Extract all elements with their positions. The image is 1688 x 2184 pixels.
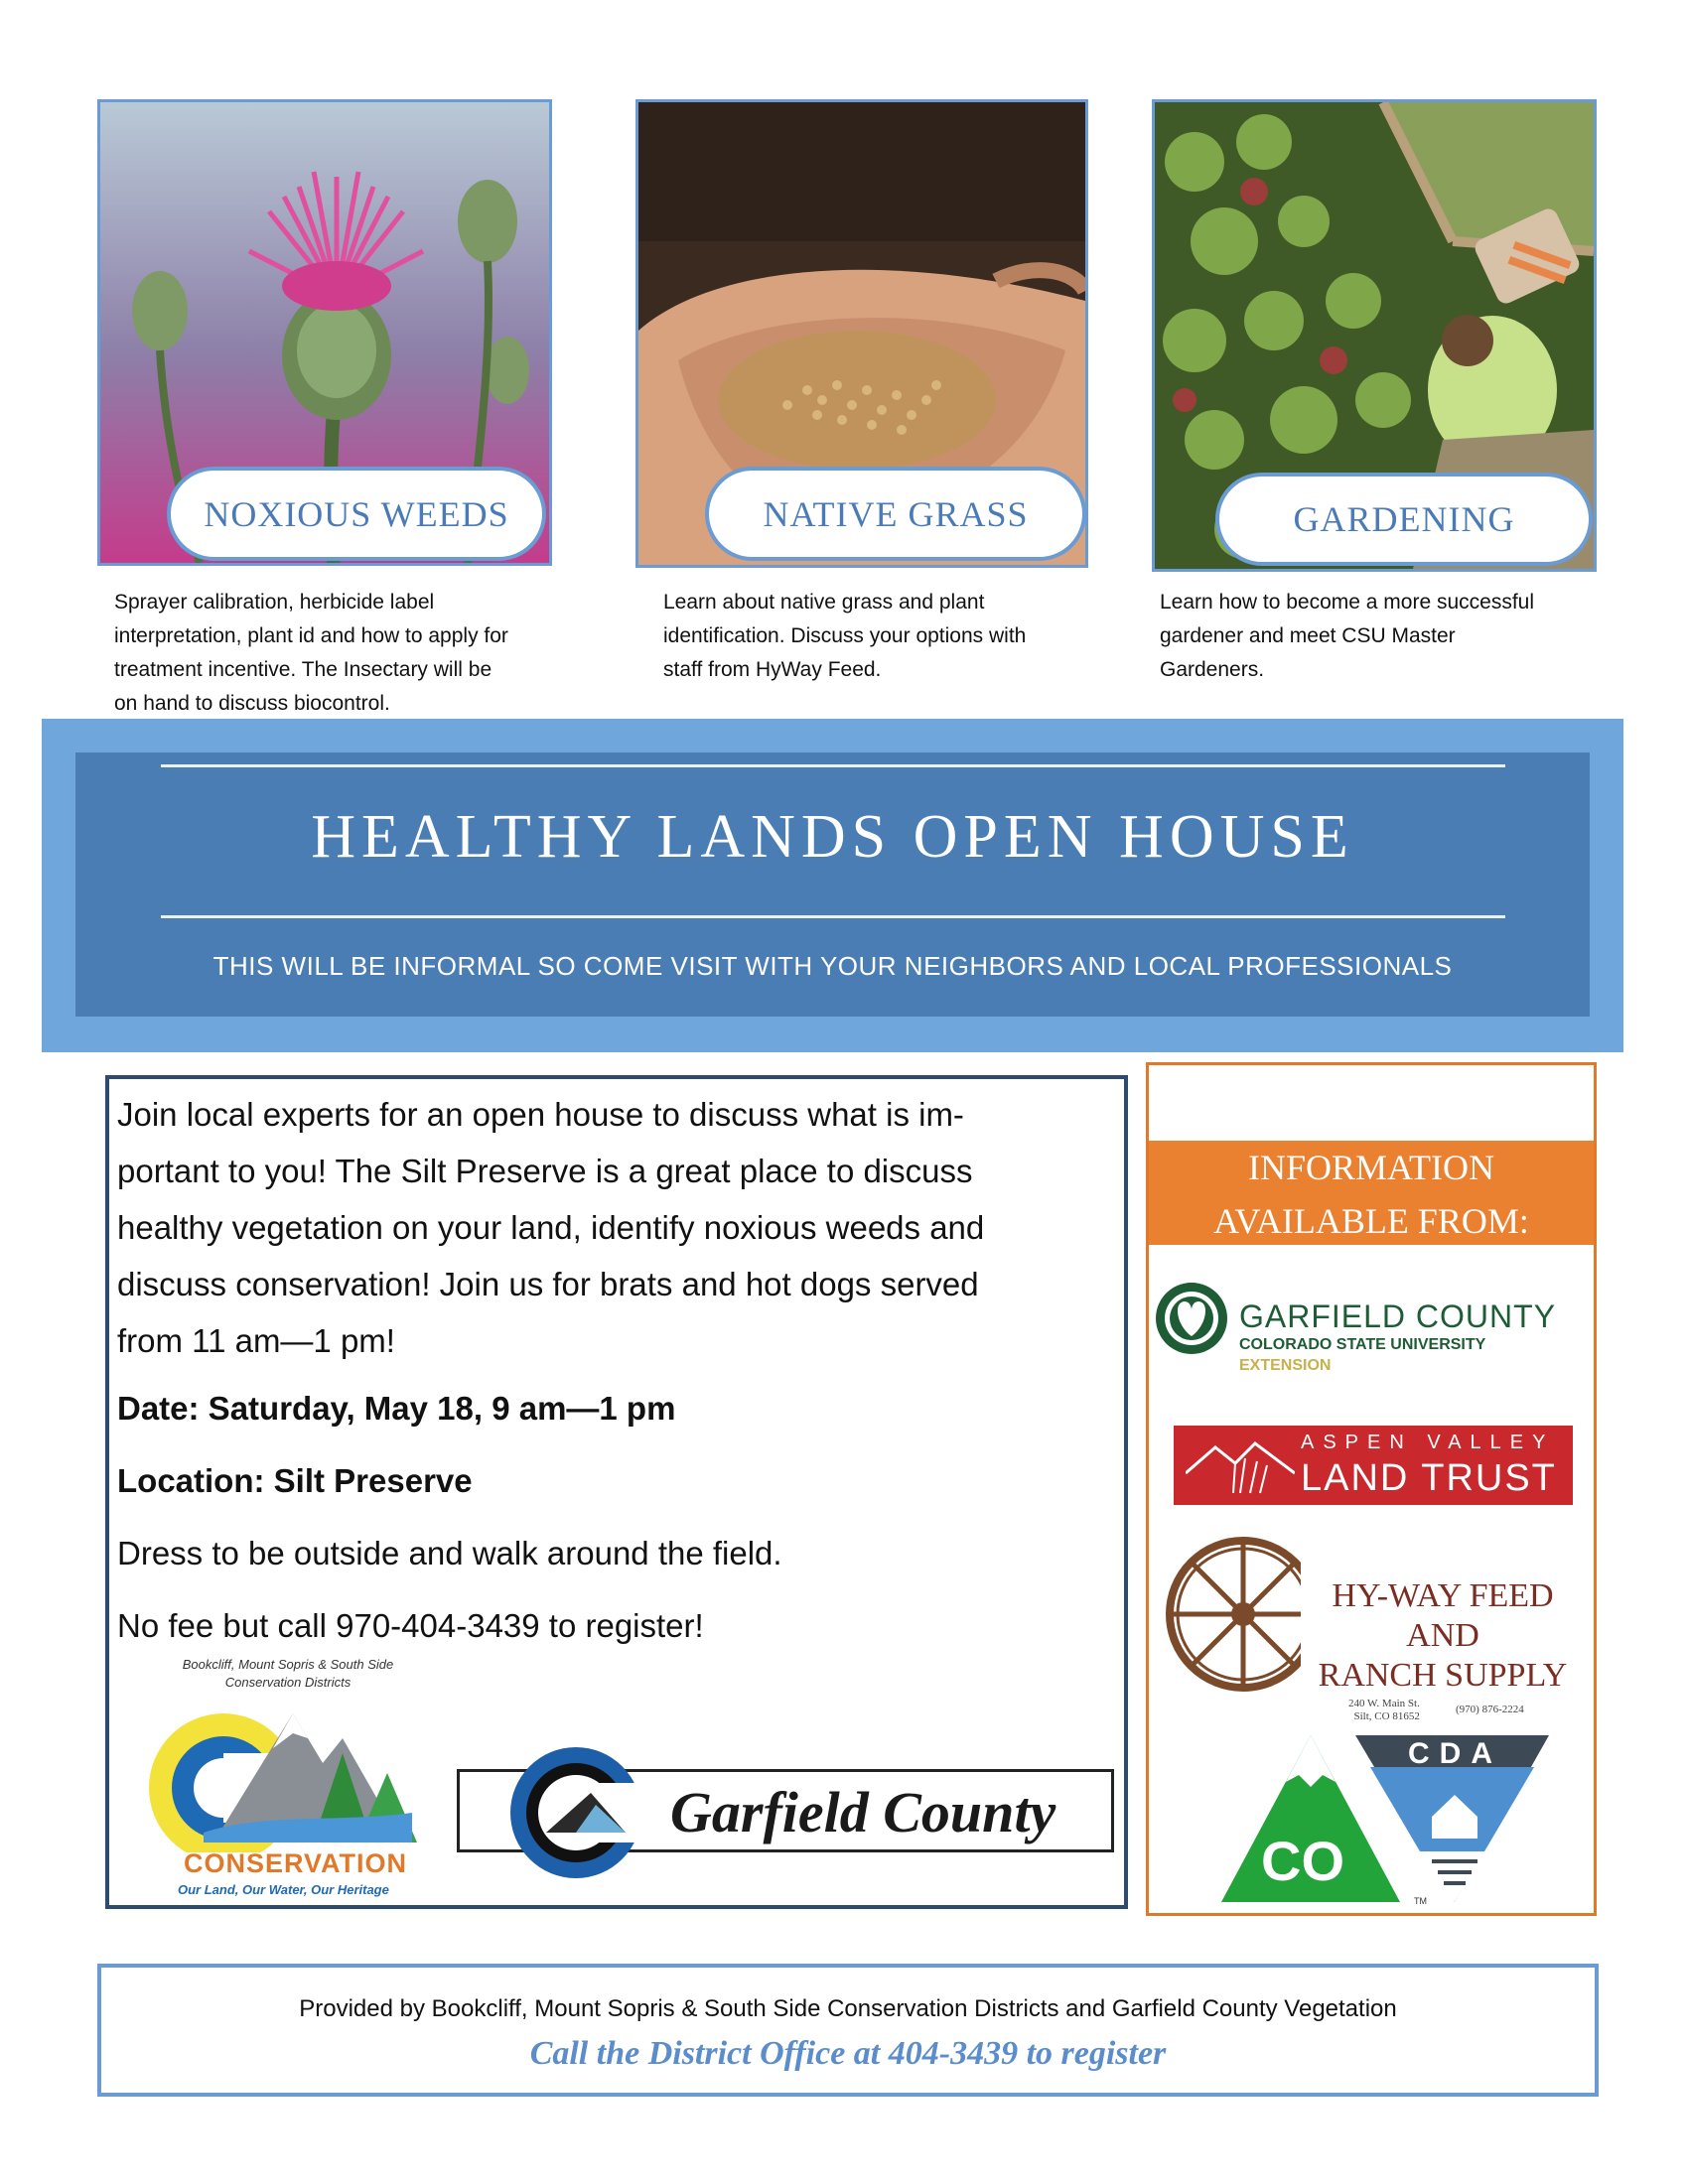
csu-ram-icon xyxy=(1154,1281,1229,1356)
avlt-mountain-icon xyxy=(1186,1433,1295,1497)
hy-way-phone: (970) 876-2224 xyxy=(1456,1704,1524,1715)
noxious-weeds-description: Sprayer calibration, herbicide label interpretation, plant id and how to apply for treatment incentive. The Insectary will be on hand to discuss biocontrol. xyxy=(114,591,508,715)
event-description: Join local experts for an open house to discuss what is im- portant to you! The Silt Preserve is a great place to discuss healthy vegetation on your land, identify noxious weeds and discuss conservation! Join us for brats and hot dogs served from 11 am—1 pm! xyxy=(117,1096,985,1359)
colorado-co-text: CO xyxy=(1261,1830,1344,1892)
garfield-county-c-icon xyxy=(506,1743,655,1882)
trademark-mark: TM xyxy=(1414,1896,1427,1906)
hy-way-name-line1: HY-WAY FEED AND xyxy=(1332,1577,1554,1654)
event-location: Location: Silt Preserve xyxy=(117,1462,473,1499)
wagon-wheel-icon xyxy=(1164,1535,1301,1694)
csu-county-name: GARFIELD COUNTY xyxy=(1239,1298,1557,1334)
event-date: Date: Saturday, May 18, 9 am—1 pm xyxy=(117,1390,676,1427)
info-sidebar-heading: INFORMATION AVAILABLE FROM: xyxy=(1149,1141,1594,1245)
garfield-county-wordmark: Garfield County xyxy=(670,1780,1056,1844)
mountain-c-icon xyxy=(144,1694,432,1852)
dress-note: Dress to be outside and walk around the field. xyxy=(117,1535,782,1571)
gardening-description: Learn how to become a more successful gardener and meet CSU Master Gardeners. xyxy=(1160,591,1535,681)
footer-credits: Provided by Bookcliff, Mount Sopris & South Side Conservation Districts and Garfield County Vegetation xyxy=(299,1995,1397,2022)
avlt-name-bottom: LAND TRUST xyxy=(1301,1457,1557,1499)
csu-extension-logo xyxy=(1239,1298,1556,1376)
csu-extension-word: EXTENSION xyxy=(1239,1357,1332,1374)
hy-way-feed-logo xyxy=(1309,1576,1577,1731)
hy-way-street: 240 W. Main St. xyxy=(1348,1698,1420,1709)
gardening-label: GARDENING xyxy=(1215,473,1593,566)
conservation-districts-caption: Bookcliff, Mount Sopris & South Side Conservation Districts xyxy=(182,1657,394,1690)
aspen-valley-land-trust-logo xyxy=(1174,1426,1573,1505)
noxious-weeds-label: NOXIOUS WEEDS xyxy=(167,467,546,561)
conservation-districts-logo xyxy=(144,1656,432,1899)
conservation-tagline: Our Land, Our Water, Our Heritage xyxy=(178,1882,389,1897)
avlt-name-top: ASPEN VALLEY xyxy=(1301,1432,1555,1453)
csu-university-name: COLORADO STATE UNIVERSITY xyxy=(1239,1336,1486,1353)
cda-text: CDA xyxy=(1408,1737,1502,1770)
native-grass-label: NATIVE GRASS xyxy=(705,467,1086,561)
banner-top-rule xyxy=(161,764,1505,767)
event-subtitle: THIS WILL BE INFORMAL SO COME VISIT WITH YOUR NEIGHBORS AND LOCAL PROFESSIONALS xyxy=(212,951,1453,981)
native-grass-description: Learn about native grass and plant identification. Discuss your options with staff from HyWay Feed. xyxy=(663,591,1027,681)
event-title: HEALTHY LANDS OPEN HOUSE xyxy=(311,803,1354,871)
hy-way-name-line2: RANCH SUPPLY xyxy=(1318,1657,1568,1694)
registration-note: No fee but call 970-404-3439 to register! xyxy=(117,1607,704,1644)
footer-call-to-action: Call the District Office at 404-3439 to register xyxy=(529,2035,1167,2072)
hy-way-city: Silt, CO 81652 xyxy=(1353,1710,1420,1722)
footer-box xyxy=(97,1964,1599,2097)
conservation-wordmark: CONSERVATION xyxy=(184,1848,408,1878)
banner-bottom-rule xyxy=(161,915,1505,918)
